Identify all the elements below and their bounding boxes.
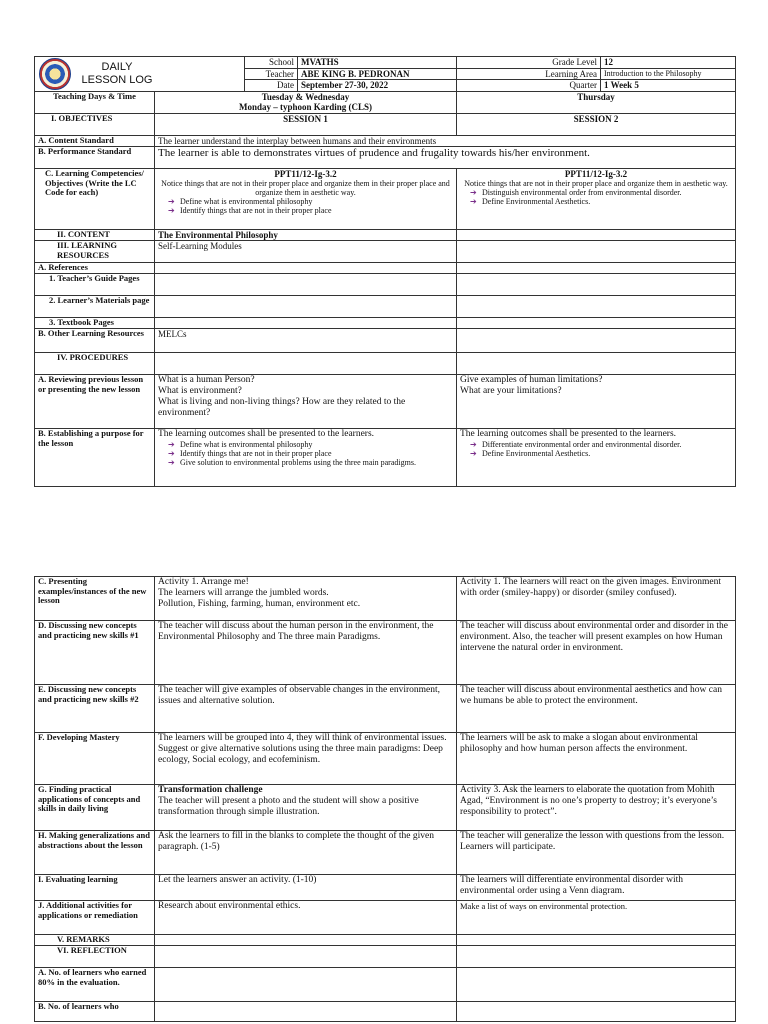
session2-competencies	[457, 169, 736, 230]
s1-competency-list	[158, 197, 453, 215]
generalizations-s1: Ask the learners to fill in the blanks to complete the thought of the given paragraph. (1-5)	[155, 831, 457, 875]
reviewing-label: A. Reviewing previous lesson or presenting the new lesson	[35, 375, 155, 429]
list-item: ➔ Distinguish environmental order from environmental disorder.	[482, 188, 732, 197]
list-item: ➔ Define Environmental Aesthetics.	[482, 449, 732, 458]
s2-lc-code: PPT11/12-Ig-3.2	[564, 169, 628, 179]
discussing2-s1: The teacher will give examples of observable changes in the environment, issues and alternative solution.	[155, 685, 457, 733]
discussing2-label: E. Discussing new concepts and practicing new skills #2	[35, 685, 155, 733]
session1-days	[155, 92, 457, 114]
learners-80-s2	[457, 968, 736, 1002]
purpose-s2	[457, 429, 736, 487]
session1-heading: SESSION 1	[155, 114, 457, 136]
list-item: ➔ Define Environmental Aesthetics.	[482, 197, 732, 206]
generalizations-s2: The teacher will generalize the lesson with questions from the lesson. Learners will participate.	[457, 831, 736, 875]
remarks-s2	[457, 935, 736, 946]
generalizations-label: H. Making generalizations and abstractions about the lesson	[35, 831, 155, 875]
learning-resources-text: Self-Learning Modules	[155, 241, 457, 263]
mastery-s1: The learners will be grouped into 4, they will think of environmental issues. Suggest or give alternative solutions using the three main paradigms: Deep ecology, Social ecology, and ecofeminism.	[155, 733, 457, 785]
additional-s2: Make a list of ways on environmental protection.	[457, 901, 736, 935]
session1-days-line2: Monday – typhoon Karding (CLS)	[238, 102, 373, 112]
presenting-label: C. Presenting examples/instances of the new lesson	[35, 577, 155, 621]
content-s2	[457, 230, 736, 241]
learning-area-value: Introduction to the Philosophy	[601, 68, 736, 80]
quarter-value: 1 Week 5	[601, 80, 736, 92]
session2-days: Thursday	[457, 92, 736, 114]
evaluating-s1: Let the learners answer an activity. (1-10)	[155, 875, 457, 901]
quarter-label: Quarter	[457, 80, 601, 92]
references-label: A. References	[35, 263, 155, 274]
reviewing-s1-line: What is living and non-living things? How are they related to the environment?	[158, 397, 406, 418]
presenting-s2: Activity 1. The learners will react on the given images. Environment with order (smiley-happy) or disorder (smiley confused).	[457, 577, 736, 621]
learning-area-label: Learning Area	[457, 68, 601, 80]
procedures-s2	[457, 353, 736, 375]
lesson-log-table-page2	[34, 576, 736, 1022]
applications-s1-text: The teacher will present a photo and the student will show a positive transformation through simple illustration.	[158, 796, 419, 817]
learners-80-label: A. No. of learners who earned 80% in the evaluation.	[35, 968, 155, 1002]
applications-s2: Activity 3. Ask the learners to elaborate the quotation from Mohith Agad, “Environment is no one’s property to destroy; it’s everyone’s responsibility to protect”.	[457, 785, 736, 831]
discussing1-s2: The teacher will discuss about environmental order and disorder in the environment. Also, the teacher will present examples on how Human intervene the natural order in environment.	[457, 621, 736, 685]
discussing2-s2: The teacher will discuss about environmental aesthetics and how can we humans be able to protect the environment.	[457, 685, 736, 733]
references-s2	[457, 263, 736, 274]
learners-materials-label: 2. Learner’s Materials page	[35, 296, 155, 318]
reviewing-s2-line: What are your limitations?	[460, 386, 562, 396]
applications-label: G. Finding practical applications of concepts and skills in daily living	[35, 785, 155, 831]
list-item: ➔ Identify things that are not in their proper place	[180, 206, 453, 215]
reflection-s1	[155, 946, 457, 968]
grade-level-label: Grade Level	[457, 57, 601, 69]
applications-s1-title: Transformation challenge	[158, 785, 263, 795]
textbook-pages-s1	[155, 318, 457, 329]
content-text: The Environmental Philosophy	[155, 230, 457, 241]
presenting-s1-line: Activity 1. Arrange me!	[158, 577, 249, 587]
date-value: September 27-30, 2022	[298, 80, 457, 92]
learners-80-s1	[155, 968, 457, 1002]
content-standard-text: The learner understand the interplay between humans and their environments	[155, 136, 736, 147]
applications-s1	[155, 785, 457, 831]
logo-title-cell	[35, 57, 245, 92]
presenting-s1	[155, 577, 457, 621]
list-item: ➔ Identify things that are not in their proper place	[180, 449, 453, 458]
teachers-guide-label: 1. Teacher’s Guide Pages	[35, 274, 155, 296]
textbook-pages-s2	[457, 318, 736, 329]
textbook-pages-label: 3. Textbook Pages	[35, 318, 155, 329]
references-s1	[155, 263, 457, 274]
date-label: Date	[245, 80, 298, 92]
school-label: School	[245, 57, 298, 69]
discussing1-label: D. Discussing new concepts and practicing new skills #1	[35, 621, 155, 685]
s1-lc-code: PPT11/12-Ig-3.2	[274, 169, 337, 179]
s2-competency-list	[460, 188, 732, 206]
deped-seal-logo	[39, 58, 71, 90]
purpose-s1-intro: The learning outcomes shall be presented to the learners.	[158, 429, 375, 439]
learners-b-s2	[457, 1002, 736, 1022]
reviewing-s2-line: Give examples of human limitations?	[460, 375, 603, 385]
presenting-s1-line: Pollution, Fishing, farming, human, environment etc.	[158, 599, 361, 609]
performance-standard-label: B. Performance Standard	[35, 147, 155, 169]
reviewing-s2	[457, 375, 736, 429]
learners-materials-s2	[457, 296, 736, 318]
session1-days-line1: Tuesday & Wednesday	[261, 92, 350, 102]
mastery-label: F. Developing Mastery	[35, 733, 155, 785]
evaluating-label: I. Evaluating learning	[35, 875, 155, 901]
purpose-s2-list	[460, 440, 732, 458]
content-label: II. CONTENT	[35, 230, 155, 241]
procedures-heading: IV. PROCEDURES	[35, 353, 155, 375]
reviewing-s1	[155, 375, 457, 429]
teaching-days-label: Teaching Days & Time	[35, 92, 155, 114]
s1-competency-intro: Notice things that are not in their proper place and organize them in their proper place and organize them in aesthetic way.	[161, 179, 450, 197]
presenting-s1-line: The learners will arrange the jumbled words.	[158, 588, 329, 598]
teachers-guide-s2	[457, 274, 736, 296]
reflection-label: VI. REFLECTION	[35, 946, 155, 968]
objectives-heading: I. OBJECTIVES	[35, 114, 155, 136]
purpose-s1-list	[158, 440, 453, 467]
reviewing-s1-line: What is a human Person?	[158, 375, 255, 385]
lesson-log-table-page1	[34, 56, 736, 487]
school-value: MVATHS	[298, 57, 457, 69]
grade-level-value: 12	[601, 57, 736, 69]
additional-label: J. Additional activities for applications or remediation	[35, 901, 155, 935]
purpose-s1	[155, 429, 457, 487]
additional-s1: Research about environmental ethics.	[155, 901, 457, 935]
learning-resources-label: III. LEARNING RESOURCES	[35, 241, 155, 263]
teacher-value: ABE KING B. PEDRONAN	[298, 68, 457, 80]
reviewing-s1-line: What is environment?	[158, 386, 242, 396]
list-item: ➔ Define what is environmental philosophy	[180, 440, 453, 449]
document-title	[79, 61, 155, 87]
learners-b-s1	[155, 1002, 457, 1022]
purpose-label: B. Establishing a purpose for the lesson	[35, 429, 155, 487]
competencies-label: C. Learning Competencies/ Objectives (Write the LC Code for each)	[35, 169, 155, 230]
discussing1-s1: The teacher will discuss about the human person in the environment, the Environmental Philosophy and The three main Paradigms.	[155, 621, 457, 685]
learning-resources-s2	[457, 241, 736, 263]
mastery-s2: The learners will be ask to make a slogan about environmental philosophy and how human person affects the environment.	[457, 733, 736, 785]
other-resources-s2	[457, 329, 736, 353]
content-standard-label: A. Content Standard	[35, 136, 155, 147]
reflection-s2	[457, 946, 736, 968]
list-item: ➔ Define what is environmental philosophy	[180, 197, 453, 206]
title-line1: DAILY	[101, 61, 133, 73]
learners-materials-s1	[155, 296, 457, 318]
list-item: ➔ Give solution to environmental problems using the three main paradigms.	[180, 458, 453, 467]
other-resources-label: B. Other Learning Resources	[35, 329, 155, 353]
session1-competencies	[155, 169, 457, 230]
list-item: ➔ Differentiate environmental order and environmental disorder.	[482, 440, 732, 449]
remarks-label: V. REMARKS	[35, 935, 155, 946]
learners-b-label: B. No. of learners who	[35, 1002, 155, 1022]
teachers-guide-s1	[155, 274, 457, 296]
title-line2: LESSON LOG	[81, 74, 153, 86]
other-resources-text: MELCs	[155, 329, 457, 353]
purpose-s2-intro: The learning outcomes shall be presented to the learners.	[460, 429, 677, 439]
s2-competency-intro: Notice things that are not in their proper place and organize them in aesthetic way.	[464, 179, 728, 188]
evaluating-s2: The learners will differentiate environmental disorder with environmental order using a Venn diagram.	[457, 875, 736, 901]
remarks-s1	[155, 935, 457, 946]
procedures-s1	[155, 353, 457, 375]
teacher-label: Teacher	[245, 68, 298, 80]
session2-heading: SESSION 2	[457, 114, 736, 136]
performance-standard-text: The learner is able to demonstrates virtues of prudence and frugality towards his/her environment.	[155, 147, 736, 169]
